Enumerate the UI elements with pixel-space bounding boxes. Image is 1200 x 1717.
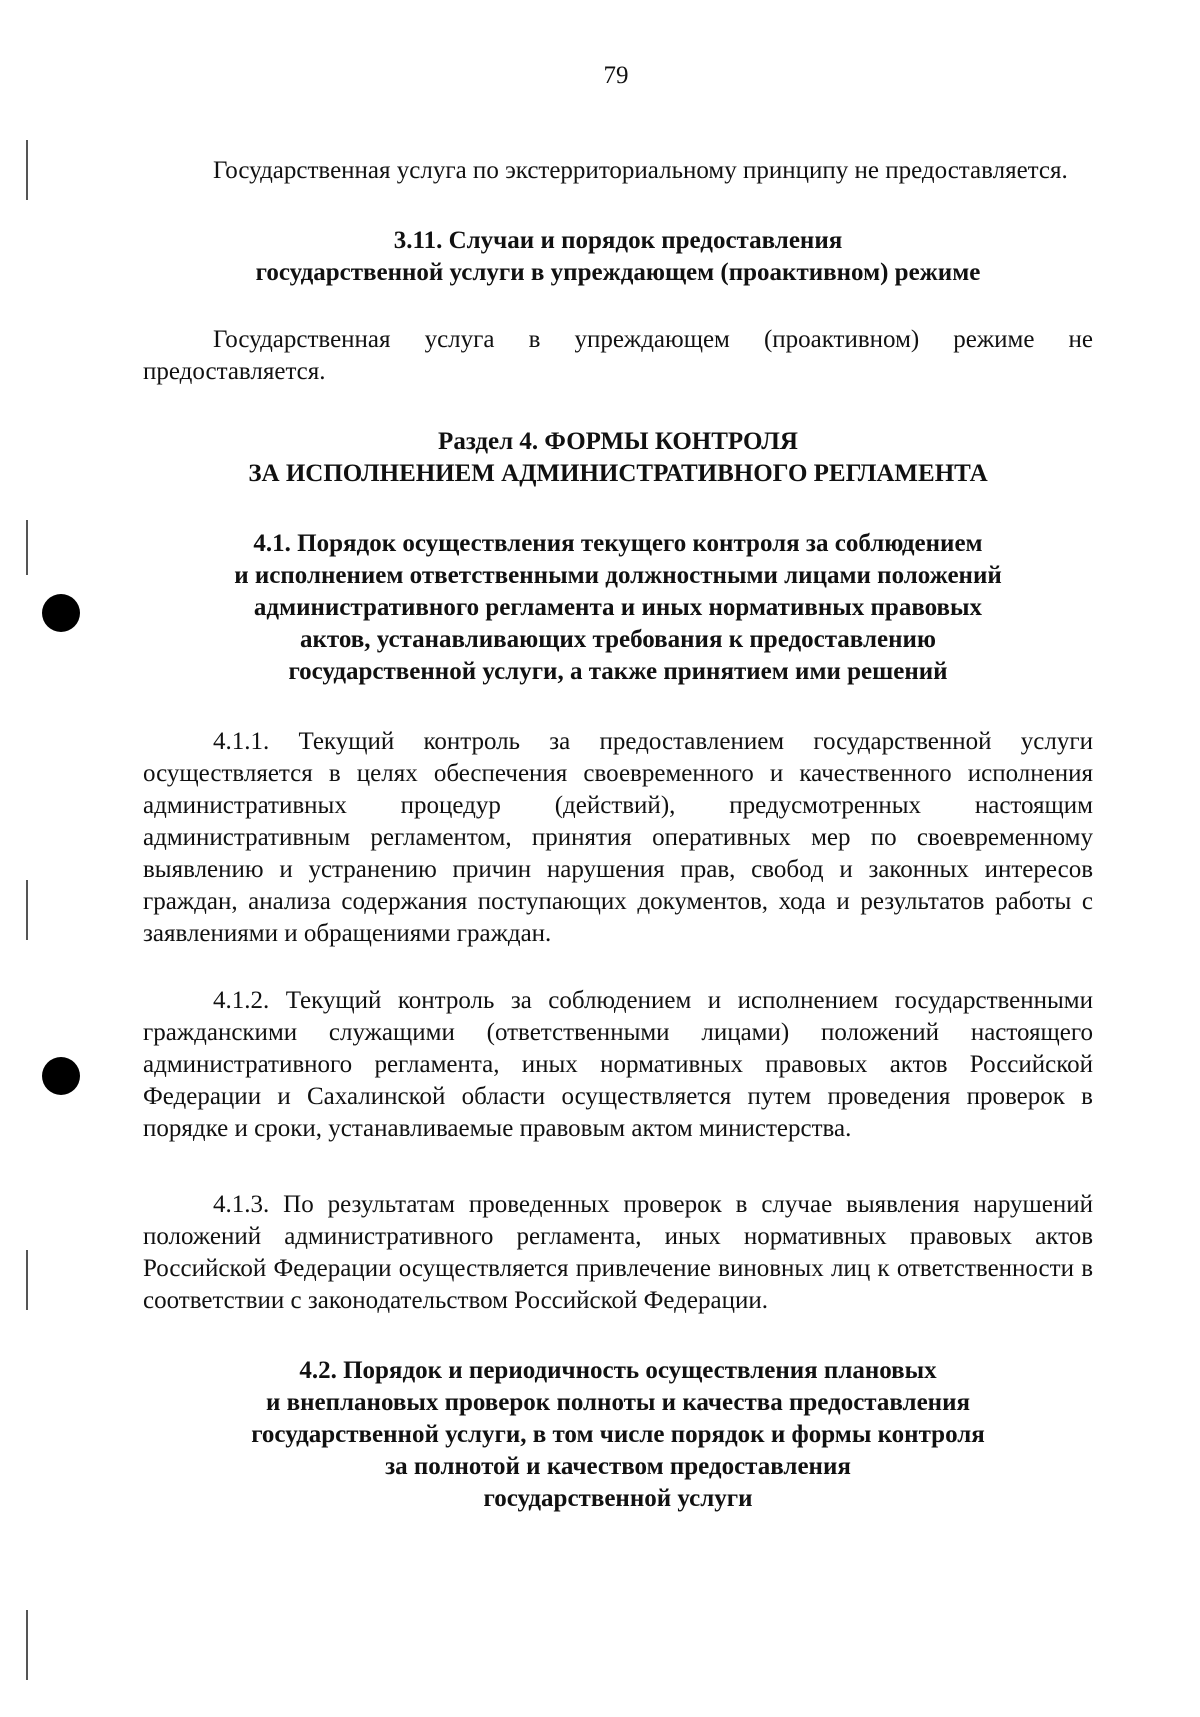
heading-line: актов, устанавливающих требования к предоставлению	[300, 626, 936, 653]
scan-edge-mark	[26, 520, 28, 575]
paragraph-extraterritorial: Государственная услуга по экстерриториальному принципу не предоставляется.	[213, 157, 1068, 184]
punch-hole-top	[42, 594, 80, 632]
section-4-1-heading	[143, 528, 1093, 688]
heading-line: и внеплановых проверок полноты и качества предоставления	[265, 1389, 971, 1416]
scan-edge-mark	[26, 1610, 28, 1680]
heading-line: Раздел 4. ФОРМЫ КОНТРОЛЯ	[438, 428, 798, 455]
paragraph-4-1-1: 4.1.1. Текущий контроль за предоставлением государственной услуги осуществляется в целях обеспечения своевременного и качественного исполнения административных процедур (действий), предусмотренных настоящим административным регламентом, принятия оперативных мер по своевременному выявлению и устранению причин нарушения прав, свобод и законных интересов граждан, анализа содержания поступающих документов, хода и результатов работы с заявлениями и обращениями граждан.	[143, 728, 1093, 947]
document-body	[143, 155, 1093, 1515]
paragraph-4-1-3: 4.1.3. По результатам проведенных проверок в случае выявления нарушений положений административного регламента, иных нормативных правовых актов Российской Федерации осуществляется привлечение виновных лиц к ответственности в соответствии с законодательством Российской Федерации.	[143, 1191, 1093, 1314]
scan-edge-mark	[26, 1250, 28, 1310]
heading-line: административного регламента и иных нормативных правовых	[253, 594, 983, 621]
heading-line: и исполнением ответственными должностными лицами положений	[234, 562, 1002, 589]
heading-line: государственной услуги в упреждающем (проактивном) режиме	[255, 259, 981, 286]
section-4-heading	[143, 426, 1093, 490]
section-3-11-heading	[143, 225, 1093, 289]
heading-line: 4.2. Порядок и периодичность осуществления плановых	[299, 1357, 937, 1384]
heading-line: 3.11. Случаи и порядок предоставления	[393, 227, 843, 254]
scan-edge-mark	[26, 140, 28, 200]
heading-line: государственной услуги	[483, 1485, 753, 1512]
heading-line: 4.1. Порядок осуществления текущего контроля за соблюдением	[253, 530, 983, 557]
heading-line: ЗА ИСПОЛНЕНИЕМ АДМИНИСТРАТИВНОГО РЕГЛАМЕНТА	[248, 460, 988, 487]
heading-line: государственной услуги, в том числе порядок и формы контроля	[251, 1421, 985, 1448]
scan-edge-mark	[26, 880, 28, 940]
heading-line: за полнотой и качеством предоставления	[385, 1453, 851, 1480]
paragraph-proactive: Государственная услуга в упреждающем (проактивном) режиме не предоставляется.	[143, 326, 1093, 385]
section-4-2-heading	[143, 1355, 1093, 1515]
heading-line: государственной услуги, а также принятием ими решений	[288, 658, 948, 685]
page-number: 79	[603, 62, 629, 89]
paragraph-4-1-2: 4.1.2. Текущий контроль за соблюдением и исполнением государственными гражданскими служащими (ответственными лицами) положений настоящего административного регламента, иных нормативных правовых актов Российской Федерации и Сахалинской области осуществляется путем проведения проверок в порядке и сроки, устанавливаемые правовым актом министерства.	[143, 987, 1093, 1142]
punch-hole-bottom	[42, 1057, 80, 1095]
